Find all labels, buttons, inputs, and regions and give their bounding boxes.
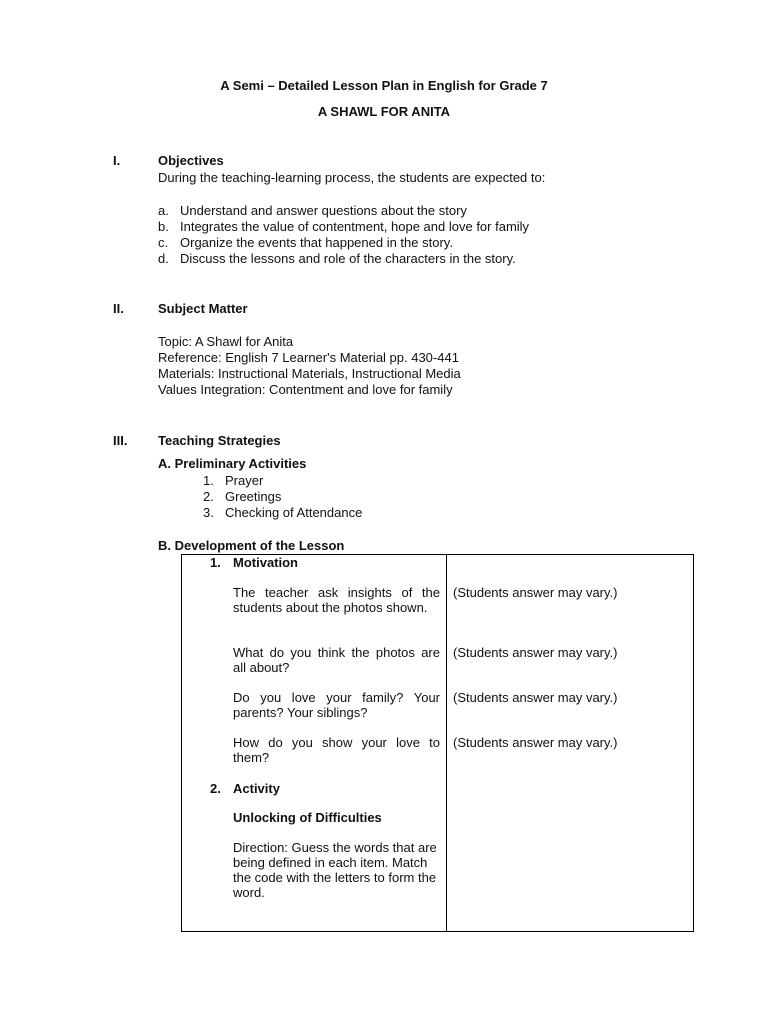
activity-number: 2. xyxy=(210,781,221,796)
section-number-subject-matter: II. xyxy=(113,301,124,316)
subject-topic: Topic: A Shawl for Anita xyxy=(158,334,294,349)
list-item-text: Understand and answer questions about the story xyxy=(180,203,467,218)
list-marker: 2. xyxy=(203,489,214,504)
list-item-text: Organize the events that happened in the story. xyxy=(180,235,453,250)
list-marker: c. xyxy=(158,235,169,250)
student-response: (Students answer may vary.) xyxy=(453,585,618,600)
list-marker: b. xyxy=(158,219,169,234)
teacher-prompt: What do you think the photos are all about? xyxy=(233,645,440,675)
objective-item xyxy=(158,219,529,235)
list-item-text: Prayer xyxy=(225,473,264,488)
section-heading-teaching-strategies: Teaching Strategies xyxy=(158,433,281,448)
student-response: (Students answer may vary.) xyxy=(453,645,618,660)
preliminary-item xyxy=(203,505,362,521)
list-marker: 3. xyxy=(203,505,214,520)
list-marker: d. xyxy=(158,251,169,266)
subject-reference: Reference: English 7 Learner's Material pp. 430-441 xyxy=(158,350,459,365)
document-subtitle: A SHAWL FOR ANITA xyxy=(317,104,451,119)
lesson-table xyxy=(181,554,694,932)
student-response: (Students answer may vary.) xyxy=(453,735,618,750)
teacher-prompt: How do you show your love to them? xyxy=(233,735,440,765)
subject-materials: Materials: Instructional Materials, Instructional Media xyxy=(158,366,461,381)
objective-item xyxy=(158,203,467,219)
section-heading-objectives: Objectives xyxy=(158,153,224,168)
teacher-prompt: Do you love your family? Your parents? Your siblings? xyxy=(233,690,440,720)
motivation-heading: Motivation xyxy=(233,555,298,570)
list-marker: a. xyxy=(158,203,169,218)
objective-item xyxy=(158,251,516,267)
teacher-prompt: The teacher ask insights of the students about the photos shown. xyxy=(233,585,440,615)
unlocking-difficulties-heading: Unlocking of Difficulties xyxy=(233,810,382,825)
preliminary-item xyxy=(203,489,281,505)
list-item-text: Greetings xyxy=(225,489,282,504)
objectives-intro: During the teaching-learning process, the students are expected to: xyxy=(158,170,546,185)
subject-values: Values Integration: Contentment and love for family xyxy=(158,382,453,397)
table-column-divider xyxy=(446,555,447,931)
section-heading-subject-matter: Subject Matter xyxy=(158,301,248,316)
list-marker: 1. xyxy=(203,473,214,488)
document-title: A Semi – Detailed Lesson Plan in English for Grade 7 xyxy=(220,78,548,93)
list-item-text: Discuss the lessons and role of the characters in the story. xyxy=(180,251,516,266)
activity-direction: Direction: Guess the words that are being defined in each item. Match the code with the letters to form the word. xyxy=(233,840,437,900)
subheading-development-of-lesson: B. Development of the Lesson xyxy=(158,538,345,553)
preliminary-item xyxy=(203,473,263,489)
motivation-number: 1. xyxy=(210,555,221,570)
section-number-teaching-strategies: III. xyxy=(113,433,128,448)
objective-item xyxy=(158,235,453,251)
section-number-objectives: I. xyxy=(113,153,121,168)
list-item-text: Checking of Attendance xyxy=(225,505,363,520)
activity-heading: Activity xyxy=(233,781,280,796)
student-response: (Students answer may vary.) xyxy=(453,690,618,705)
subheading-preliminary-activities: A. Preliminary Activities xyxy=(158,456,307,471)
list-item-text: Integrates the value of contentment, hope and love for family xyxy=(180,219,530,234)
